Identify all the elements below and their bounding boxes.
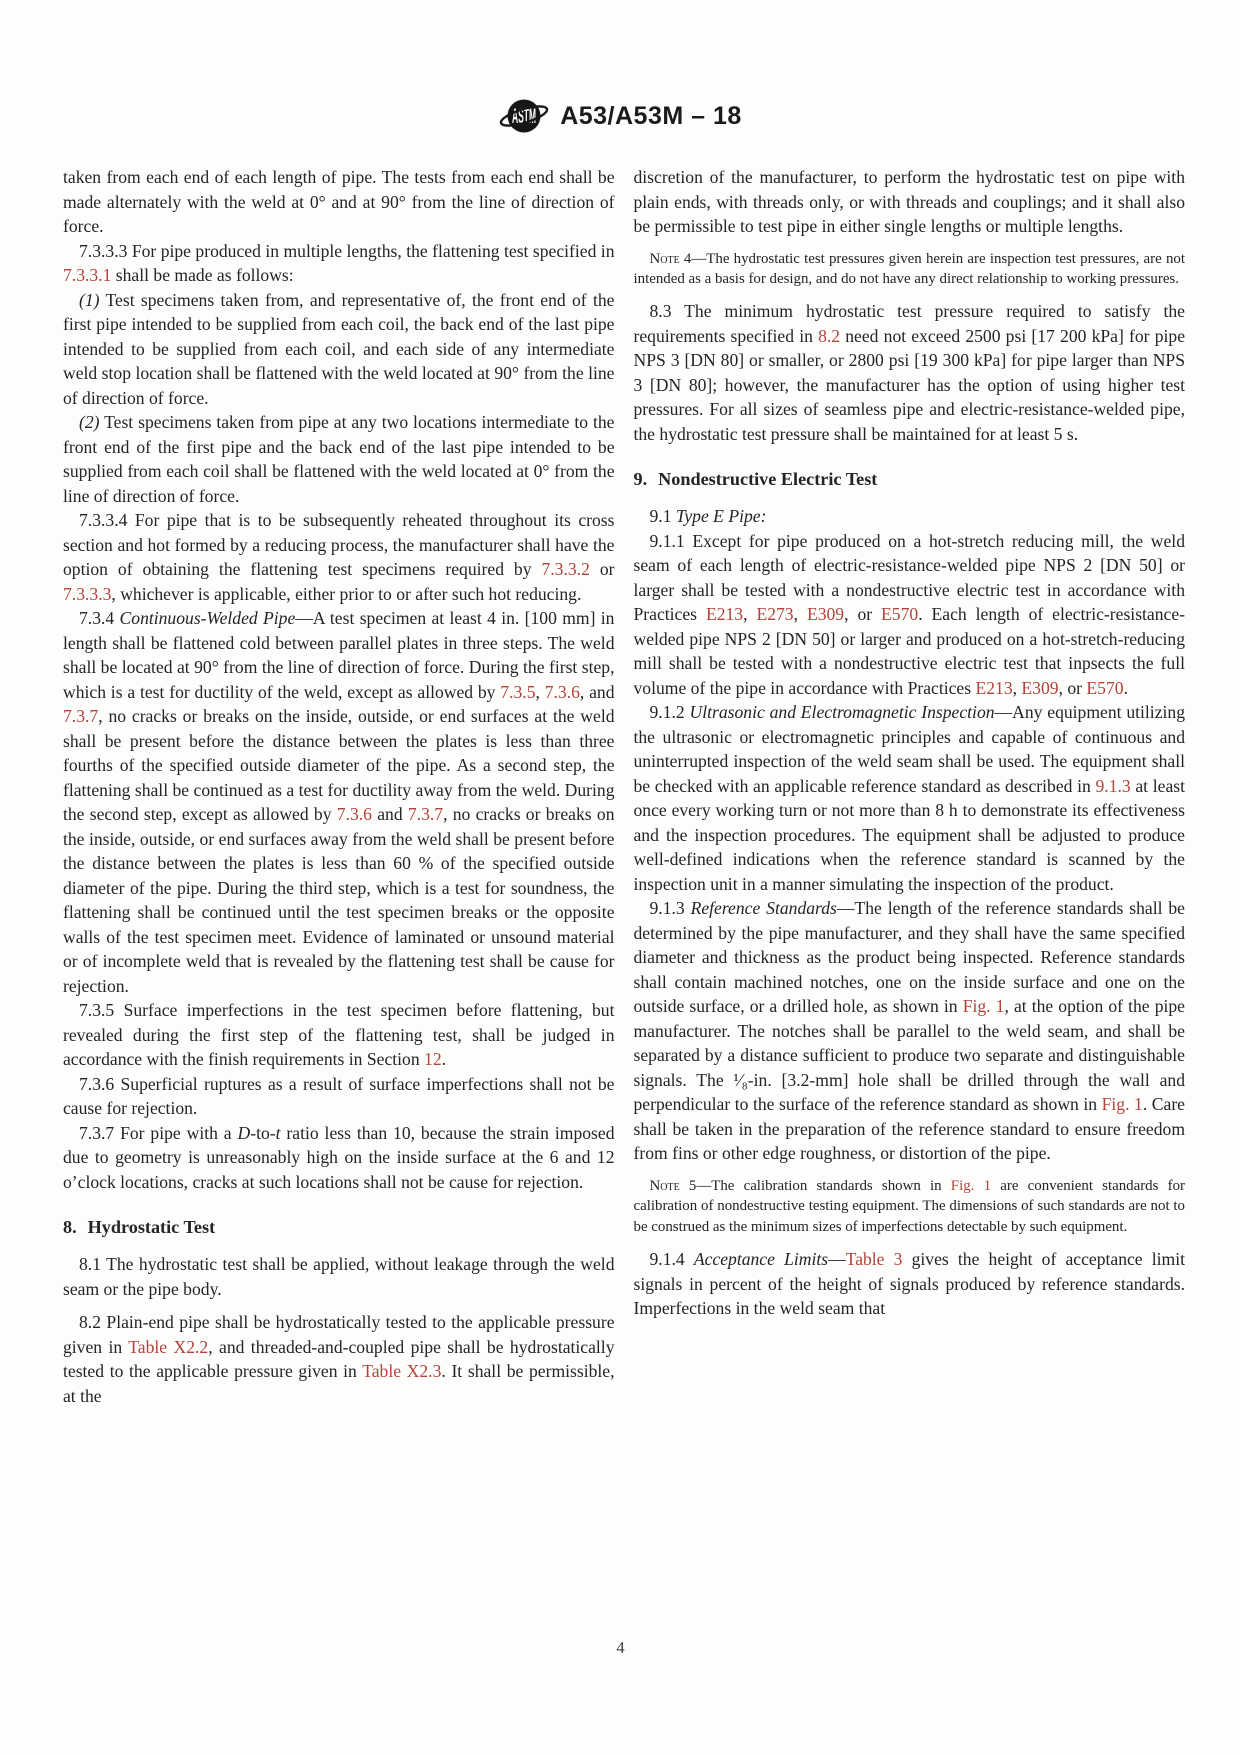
section-heading	[63, 1215, 615, 1239]
paragraph	[634, 529, 1186, 701]
cross-reference-link[interactable]: 7.3.3.2	[541, 559, 590, 579]
paragraph	[634, 504, 1186, 529]
cross-reference-link[interactable]: E309	[806, 604, 845, 625]
text-segment: . Each length of electric-resistance-welded pipe NPS 2 [DN 50] or larger and produced on a hot-stretch-reducing mill shall be tested with a nondestructive electric test that inpsects the full volume of the pipe in accordance with Practices	[633, 604, 1186, 698]
text-segment: 7.3.5 Surface imperfections in the test specimen before flattening, but revealed during the first step of the flattening test, shall be judged in accordance with the finish requirements in Section	[63, 1000, 615, 1069]
text-segment: (2)	[79, 412, 100, 432]
text-segment: 7.3.3.3 For pipe produced in multiple lengths, the flattening test specified in	[79, 240, 615, 261]
text-segment: Test specimens taken from, and representative of, the front end of the first pipe intended to be supplied from each coil, the back end of the last pipe intended to be supplied from each coil, and each side of any intermediate weld stop location shall be flattened with the weld located at 90° from the line of direction of force.	[63, 289, 615, 408]
document-code: A53/A53M – 18	[560, 101, 742, 130]
text-segment: 9.1.4	[649, 1249, 694, 1270]
text-segment: (1)	[79, 289, 100, 310]
text-segment: need not exceed 2500 psi [17 200 kPa] for pipe NPS 3 [DN 80] or smaller, or 2800 psi [19 300 kPa] for pipe larger than NPS 3 [DN 80]; however, the manufacturer has the option of using higher test pressures. For all sizes of seamless pipe and electric-resistance-welded pipe, the hydrostatic test pressure shall be maintained for at least 5 s.	[633, 325, 1186, 444]
text-segment: 8.3 The minimum hydrostatic test pressure required to satisfy the requirements specified in	[633, 301, 1185, 346]
text-segment: —The length of the reference standards shall be determined by the pipe manufacturer, and they shall have the same specified diameter and thickness as the product being inspected. Reference standards shall contain machined notches, one on the inside surface and one on the outside surface, or a drilled hole, as shown in	[633, 898, 1185, 1017]
cross-reference-link[interactable]: Fig. 1	[1101, 1094, 1143, 1115]
text-segment: taken from each end of each length of pipe. The tests from each end shall be made alternately with the weld at 0° and at 90° from the line of direction of force.	[63, 167, 615, 236]
text-segment: 9.1.2	[649, 702, 690, 723]
cross-reference-link[interactable]: 7.3.3.1	[63, 265, 112, 285]
text-segment: ,	[743, 604, 757, 625]
text-segment: Type E Pipe:	[675, 506, 767, 527]
text-segment: ,	[1012, 677, 1022, 698]
text-segment: The calibration standards shown in	[711, 1177, 951, 1194]
text-segment: , and	[579, 681, 615, 702]
paragraph	[634, 896, 1186, 1166]
cross-reference-link[interactable]: E213	[975, 677, 1013, 698]
cross-reference-link[interactable]: E273	[756, 604, 794, 625]
paragraph	[63, 508, 615, 606]
text-segment: 8.1 The hydrostatic test shall be applied, without leakage through the weld seam or the pipe body.	[63, 1254, 615, 1299]
cross-reference-link[interactable]: 9.1.3	[1095, 775, 1131, 796]
text-segment: are convenient standards for calibration of nondestructive testing equipment. The dimensions of such standards are not to be construed as the minimum sizes of imperfections detectable by such equipment.	[633, 1177, 1185, 1235]
text-segment: —	[828, 1249, 846, 1270]
cross-reference-link[interactable]: E570	[1086, 677, 1124, 698]
text-segment: 9.	[633, 469, 648, 490]
text-segment: Note 4—	[649, 250, 707, 267]
text-segment: .	[441, 1049, 447, 1069]
text-segment: , whichever is applicable, either prior to or after such hot reducing.	[111, 583, 582, 604]
text-segment: at least once every working turn or not more than 8 h to demonstrate its effectiveness and the inspection procedures. The equipment shall be adjusted to produce well-defined indications when the reference standard is scanned by the inspection unit in a manner simulating the inspection of the product.	[633, 775, 1185, 894]
cross-reference-link[interactable]: E570	[881, 604, 919, 625]
text-segment: Reference Standards	[690, 898, 837, 919]
note	[634, 1176, 1186, 1237]
column-right	[634, 165, 1186, 1408]
paragraph	[63, 1310, 615, 1408]
text-segment: . Care shall be taken in the preparation of the reference standard to ensure freedom from fins or other edge roughness, or distortion of the pipe.	[633, 1094, 1185, 1164]
text-segment: . It shall be permissible, at the	[63, 1361, 615, 1406]
paragraph	[63, 998, 615, 1072]
text-segment: Acceptance Limits	[693, 1249, 829, 1270]
cross-reference-link[interactable]: Table 3	[845, 1249, 903, 1270]
paragraph	[63, 239, 615, 288]
text-segment: ,	[793, 604, 807, 625]
text-segment: .	[1123, 677, 1128, 698]
cross-reference-link[interactable]: E309	[1021, 677, 1059, 698]
text-segment: , no cracks or breaks on the inside, outside, or end surfaces at the weld shall be present before the distance between the plates is less than three fourths of the specified outside diameter of the pipe. As a second step, the flattening shall be continued as a test for ductility away from the weld. During the second step, except as allowed by	[63, 706, 615, 824]
paragraph	[63, 1121, 615, 1195]
page-number: 4	[616, 1638, 625, 1657]
text-segment: 8.	[63, 1217, 77, 1237]
astm-logo-icon	[499, 94, 549, 138]
cross-reference-link[interactable]: 7.3.3.3	[63, 583, 112, 604]
text-segment: —A test specimen at least 4 in. [100 mm] in length shall be flattened cold between parallel plates in three steps. The weld shall be located at 90° from the line of direction of force. During the first step, which is a test for ductility of the weld, except as allowed by	[63, 608, 615, 702]
text-segment: t	[275, 1122, 281, 1143]
text-segment: Nondestructive Electric Test	[658, 469, 878, 490]
paragraph	[63, 165, 615, 239]
text-segment: -to-	[250, 1122, 276, 1143]
cross-reference-link[interactable]: 7.3.7	[407, 804, 444, 824]
text-segment: and	[371, 804, 408, 824]
text-segment: , no cracks or breaks on the inside, outside, or end surfaces away from the weld shall be present before the distance between the plates is less than 60 % of the specified outside diameter of the pipe. During the third step, which is a test for soundness, the flattening shall be continued until the test specimen breaks or the opposite walls of the test specimen meet. Evidence of laminated or unsound material or of incomplete weld that is revealed by the flattening test shall be cause for rejection.	[63, 804, 615, 996]
text-segment: Note 5—	[649, 1177, 712, 1194]
text-segment: , and threaded-and-coupled pipe shall be hydrostatically tested to the applicable pressure given in	[63, 1336, 615, 1381]
cross-reference-link[interactable]: Table X2.3	[362, 1361, 442, 1381]
paragraph	[634, 1247, 1186, 1321]
cross-reference-link[interactable]: 8.2	[818, 325, 841, 346]
text-segment: 7.3.7 For pipe with a	[79, 1122, 238, 1143]
text-segment: 7.3.4	[79, 608, 120, 628]
text-segment: Continuous-Welded Pipe	[119, 608, 296, 628]
note	[634, 249, 1186, 290]
text-segment: , or	[844, 604, 882, 625]
paragraph	[634, 165, 1186, 239]
paragraph	[63, 1072, 615, 1121]
text-segment: , or	[1058, 677, 1087, 698]
cross-reference-link[interactable]: Table X2.2	[128, 1336, 209, 1357]
text-segment: 9.1.1 Except for pipe produced on a hot-stretch reducing mill, the weld seam of each length of electric-resistance-welded pipe NPS 2 [DN 50] or larger shall be tested with a nondestructive electric test in accordance with Practices	[633, 530, 1185, 625]
text-segment: ratio less than 10, because the strain imposed due to geometry is unreasonably high on the inside surface at the 6 and 12 o’clock locations, cracks at such locations shall not be cause for rejection.	[63, 1122, 615, 1192]
text-segment: 8.2 Plain-end pipe shall be hydrostatically tested to the applicable pressure given in	[63, 1312, 615, 1357]
text-segment: 9.1.3	[649, 898, 691, 919]
cross-reference-link[interactable]: Fig. 1	[950, 1177, 992, 1194]
column-left	[63, 165, 615, 1408]
cross-reference-link[interactable]: 7.3.6	[544, 681, 580, 702]
paragraph	[63, 288, 615, 411]
text-segment: , at the option of the pipe manufacturer. The notches shall be parallel to the weld seam, and shall be separated by a distance sufficient to produce two separate and distinguishable signals. The ¹⁄₈-in. [3.2-mm] hole shall be drilled through the wall and perpendicular to the surface of the reference standard as shown in	[633, 996, 1185, 1115]
text-segment: D	[237, 1122, 251, 1143]
text-segment: ,	[535, 681, 545, 702]
two-column-text	[63, 165, 1185, 1408]
text-segment: Test specimens taken from pipe at any two locations intermediate to the front end of the first pipe and the back end of the last pipe intended to be supplied from each coil shall be flattened with the weld located at 0° from the line of direction of force.	[63, 412, 615, 506]
cross-reference-link[interactable]: 7.3.6	[336, 804, 372, 824]
text-segment: shall be made as follows:	[111, 265, 294, 285]
text-segment: Hydrostatic Test	[87, 1217, 216, 1237]
paragraph	[63, 606, 615, 998]
page-header	[0, 94, 1241, 138]
paragraph	[63, 410, 615, 508]
paragraph	[634, 299, 1186, 446]
text-segment: 7.3.6 Superficial ruptures as a result of surface imperfections shall not be cause for rejection.	[63, 1073, 615, 1118]
paragraph	[634, 700, 1186, 896]
text-segment: The hydrostatic test pressures given herein are inspection test pressures, are not intended as a basis for design, and do not have any direct relationship to working pressures.	[633, 250, 1185, 287]
text-segment: or	[589, 559, 615, 579]
cross-reference-link[interactable]: 12	[424, 1049, 442, 1069]
svg-text:ASTM: ASTM	[512, 103, 537, 128]
cross-reference-link[interactable]: 7.3.7	[63, 706, 99, 726]
cross-reference-link[interactable]: E213	[705, 604, 744, 625]
paragraph	[63, 1252, 615, 1301]
cross-reference-link[interactable]: Fig. 1	[962, 996, 1005, 1017]
text-segment: Ultrasonic and Electromagnetic Inspection	[689, 702, 995, 723]
cross-reference-link[interactable]: 7.3.5	[500, 681, 536, 702]
text-segment: 7.3.3.4 For pipe that is to be subsequently reheated throughout its cross section and hot formed by a reducing process, the manufacturer shall have the option of obtaining the flattening test specimens required by	[63, 510, 615, 579]
text-segment: —Any equipment utilizing the ultrasonic or electromagnetic principles and capable of continuous and uninterrupted inspection of the weld seam shall be used. The equipment shall be checked with an applicable reference standard as described in	[633, 702, 1185, 796]
section-heading	[634, 467, 1186, 491]
text-segment: 9.1	[649, 506, 676, 527]
text-segment: gives the height of acceptance limit signals in percent of the height of signals produced by reference standards. Imperfections in the weld seam that	[633, 1249, 1185, 1319]
text-segment: discretion of the manufacturer, to perform the hydrostatic test on pipe with plain ends, with threads only, or with threads and couplings; and it shall also be permissible to test pipe in either single lengths or multiple lengths.	[633, 167, 1185, 236]
